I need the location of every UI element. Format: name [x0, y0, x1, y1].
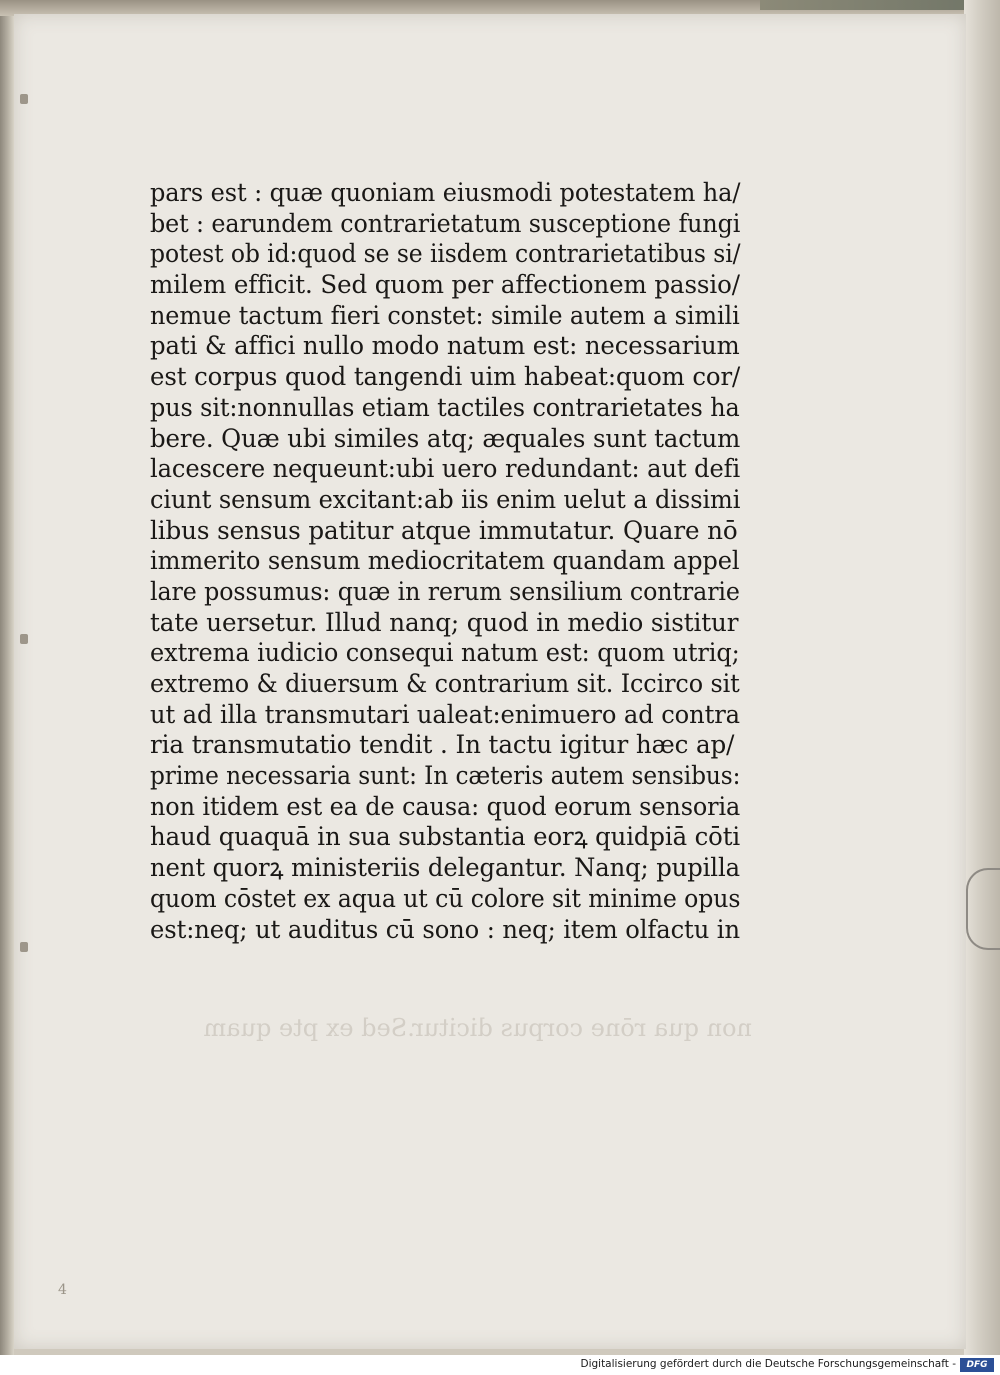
text-line: extremo & diuersum & contrarium sit. Iccirco sit: [150, 669, 740, 698]
binding-hole: [20, 94, 28, 104]
text-line: ut ad illa transmutari ualeat:enimuero ad contra: [150, 699, 740, 729]
text-line: extrema iudicio consequi natum est: quom utriq;: [150, 638, 740, 668]
text-line: potest ob id:quod se se iisdem contrarietatibus si/: [150, 239, 741, 269]
footer-bar: [0, 1355, 1000, 1375]
text-line: nemue tactum fieri constet: simile autem a simili: [150, 300, 740, 330]
text-line: prime necessaria sunt: In cæteris autem sensibus:: [150, 761, 741, 791]
text-line: est corpus quod tangendi uim habeat:quom cor/: [150, 362, 741, 392]
paper-clip: [966, 868, 1000, 950]
text-line: immerito sensum mediocritatem quandam appel: [150, 546, 740, 576]
text-line: milem efficit. Sed quom per affectionem passio/: [150, 270, 740, 300]
dfg-logo: DFG: [960, 1358, 994, 1372]
text-line: tate uersetur. Illud nanq; quod in medio sistitur: [150, 607, 739, 637]
text-line: non itidem est ea de causa: quod eorum sensoria: [150, 791, 741, 821]
text-line: bere. Quæ ubi similes atq; æquales sunt tactum: [150, 423, 741, 453]
binding-hole: [20, 942, 28, 952]
text-line: pati & affici nullo modo natum est: necessarium: [150, 331, 740, 361]
funding-credit: Digitalisierung gefördert durch die Deutsche Forschungsgemeinschaft -: [580, 1358, 956, 1370]
bleed-through-text: non qua rōne corpus dicitur.Sed ex pte quam: [203, 1014, 752, 1042]
text-line: ciunt sensum excitant:ab iis enim uelut a dissimi: [150, 484, 741, 514]
page-mark: 4: [58, 1282, 67, 1298]
book-spine-edge: [0, 0, 14, 1355]
binding-hole: [20, 634, 28, 644]
page-right-edge: [964, 0, 1000, 1355]
text-line: lacescere nequeunt:ubi uero redundant: aut defi: [150, 454, 741, 484]
body-text: [150, 178, 750, 945]
text-line: haud quaquā in sua substantia eorꝝ quidpiā cōti: [150, 822, 741, 852]
text-line: pars est : quæ quoniam eiusmodi potestatem ha/: [150, 178, 741, 207]
text-line: bet : earundem contrarietatum susceptione fungi: [150, 208, 741, 238]
text-line: libus sensus patitur atque immutatur. Quare nō: [150, 515, 738, 545]
text-line: est:neq; ut auditus cū sono : neq; item olfactu in: [150, 914, 740, 944]
text-line: lare possumus: quæ in rerum sensilium contrarie: [150, 576, 740, 606]
text-line: pus sit:nonnullas etiam tactiles contrarietates ha: [150, 392, 740, 422]
text-line: nent quorꝝ ministeriis delegantur. Nanq; pupilla: [150, 853, 740, 883]
text-line: ria transmutatio tendit . In tactu igitur hæc ap/: [150, 730, 735, 760]
text-line: quom cōstet ex aqua ut cū colore sit minime opus: [150, 883, 741, 913]
